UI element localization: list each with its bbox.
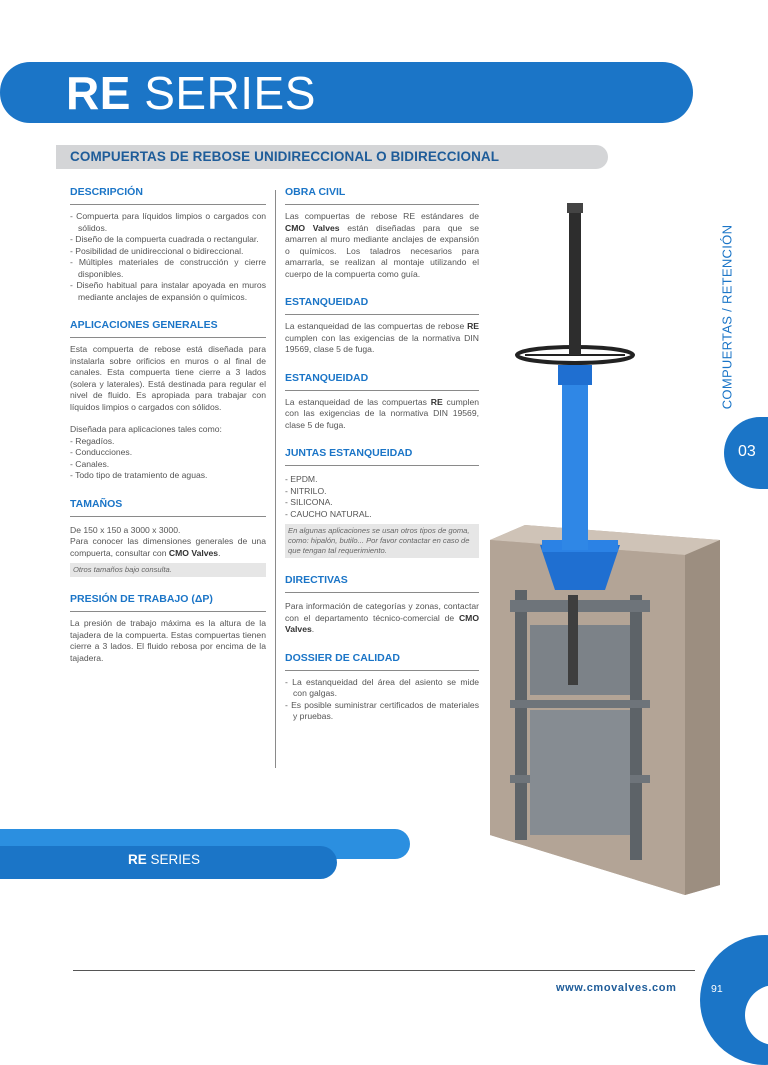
civil-text-a: Las compuertas de rebose RE estándares de (285, 211, 479, 221)
directives-heading: DIRECTIVAS (285, 574, 479, 593)
quality-heading: DOSSIER DE CALIDAD (285, 652, 479, 671)
list-item: - Todo tipo de tratamiento de aguas. (70, 470, 266, 482)
left-column (70, 186, 266, 664)
title-rest: SERIES (144, 67, 316, 119)
page-number: 91 (711, 983, 723, 995)
tightness-text-a: La estanqueidad de las compuertas de rebose (285, 321, 465, 331)
list-item: - NITRILO. (285, 486, 479, 498)
sizes-range: De 150 x 150 a 3000 x 3000. (70, 524, 181, 535)
tightness-heading-2: ESTANQUEIDAD (285, 372, 479, 391)
tightness-text-b: cumplen con las exigencias de la normativa DIN 19569, clase 5 de fuga. (285, 332, 479, 354)
list-item: - SILICONA. (285, 497, 479, 509)
middle-column (285, 186, 479, 723)
applications-text: Esta compuerta de rebose está diseñada para instalarla sobre orificios en muros o al final de canales. Esta compuerta tiene cierre a 3 lados (solera y laterales). Está destinada para regular el nivel de fluido. Es apropiada para trabajar con líquidos limpios o cargados con sólidos. (70, 344, 266, 412)
seals-heading: JUNTAS ESTANQUEIDAD (285, 447, 479, 466)
brand-name: CMO Valves (168, 547, 219, 558)
pressure-text: La presión de trabajo máxima es la altura de la tajadera de la compuerta. Estas compuertas tienen cierre a 3 lados. El fluido rebosa por encima de la tajadera. (70, 618, 266, 663)
valve-illustration (470, 195, 730, 895)
civil-text-b: están diseñadas para que se amarren al muro mediante anclajes de expansión o químicos. Los taladros necesarios para amarrarla, se realizan al montaje utilizando el cuerpo de la compuerta como guía. (285, 222, 480, 279)
list-item: - Posibilidad de unidireccional o bidireccional. (70, 246, 266, 258)
page-title (66, 66, 316, 120)
tightness-text-2 (285, 397, 479, 432)
tightness-heading: ESTANQUEIDAD (285, 296, 479, 315)
seals-note: En algunas aplicaciones se usan otros tipos de goma, como: hipalón, butilo... Por favor contactar en caso de que tengan tal requerimiento. (285, 524, 479, 558)
civil-text (285, 211, 479, 280)
footer-series (128, 852, 200, 867)
list-item: - La estanqueidad del área del asiento se mide con galgas. (285, 677, 479, 700)
title-bold: RE (66, 67, 131, 119)
list-item: - Diseño habitual para instalar apoyada en muros mediante anclajes de expansión o químicos. (70, 280, 266, 303)
chapter-number: 03 (738, 443, 756, 460)
brand-name: CMO Valves (285, 612, 480, 634)
applications-heading: APLICACIONES GENERALES (70, 319, 266, 338)
civil-heading: OBRA CIVIL (285, 186, 479, 205)
side-category (707, 222, 747, 412)
directives-text-a: Para información de categorías y zonas, contactar con el departamento técnico-comercial de (285, 601, 479, 623)
pressure-heading: PRESIÓN DE TRABAJO (ΔP) (70, 593, 266, 612)
list-item: - Es posible suministrar certificados de materiales y pruebas. (285, 700, 479, 723)
series-code: RE (467, 321, 480, 331)
list-item: - Canales. (70, 459, 266, 471)
side-category-label: COMPUERTAS / RETENCIÓN (719, 224, 735, 410)
list-item: - EPDM. (285, 474, 479, 486)
tightness2-text-b: cumplen con las exigencias de la normativa DIN 19569, clase 5 de fuga. (285, 396, 479, 430)
series-code: RE (430, 396, 443, 407)
applications-list (70, 436, 266, 482)
page-subtitle: COMPUERTAS DE REBOSE UNIDIRECCIONAL O BIDIRECCIONAL (70, 149, 500, 164)
description-list (70, 211, 266, 303)
sizes-text (70, 536, 266, 559)
directives-text (285, 601, 479, 636)
tightness-text (285, 321, 479, 356)
applications-text-2: Diseñada para aplicaciones tales como: (70, 424, 222, 434)
sizes-text-end: . (218, 547, 221, 558)
description-heading: DESCRIPCIÓN (70, 186, 266, 205)
directives-text-end: . (311, 624, 315, 634)
footer-series-rest: SERIES (150, 852, 201, 867)
sizes-text-body: Para conocer las dimensiones generales de una compuerta, consultar con (70, 536, 266, 558)
sizes-heading: TAMAÑOS (70, 498, 266, 517)
list-item: - CAUCHO NATURAL. (285, 509, 479, 521)
seals-list (285, 474, 479, 520)
tightness2-text-a: La estanqueidad de las compuertas (285, 396, 427, 407)
brand-name: CMO Valves (285, 222, 340, 233)
list-item: - Regadíos. (70, 436, 266, 448)
footer-series-bold: RE (128, 852, 147, 867)
list-item: - Múltiples materiales de construcción y cierre disponibles. (70, 257, 266, 280)
quality-list (285, 677, 479, 723)
footer-rule (73, 970, 695, 971)
column-divider (275, 190, 276, 768)
list-item: - Compuerta para líquidos limpios o cargados con sólidos. (70, 211, 266, 234)
website-link[interactable]: www.cmovalves.com (556, 982, 677, 994)
sizes-note: Otros tamaños bajo consulta. (70, 563, 266, 577)
list-item: - Conducciones. (70, 447, 266, 459)
list-item: - Diseño de la compuerta cuadrada o rectangular. (70, 234, 266, 246)
